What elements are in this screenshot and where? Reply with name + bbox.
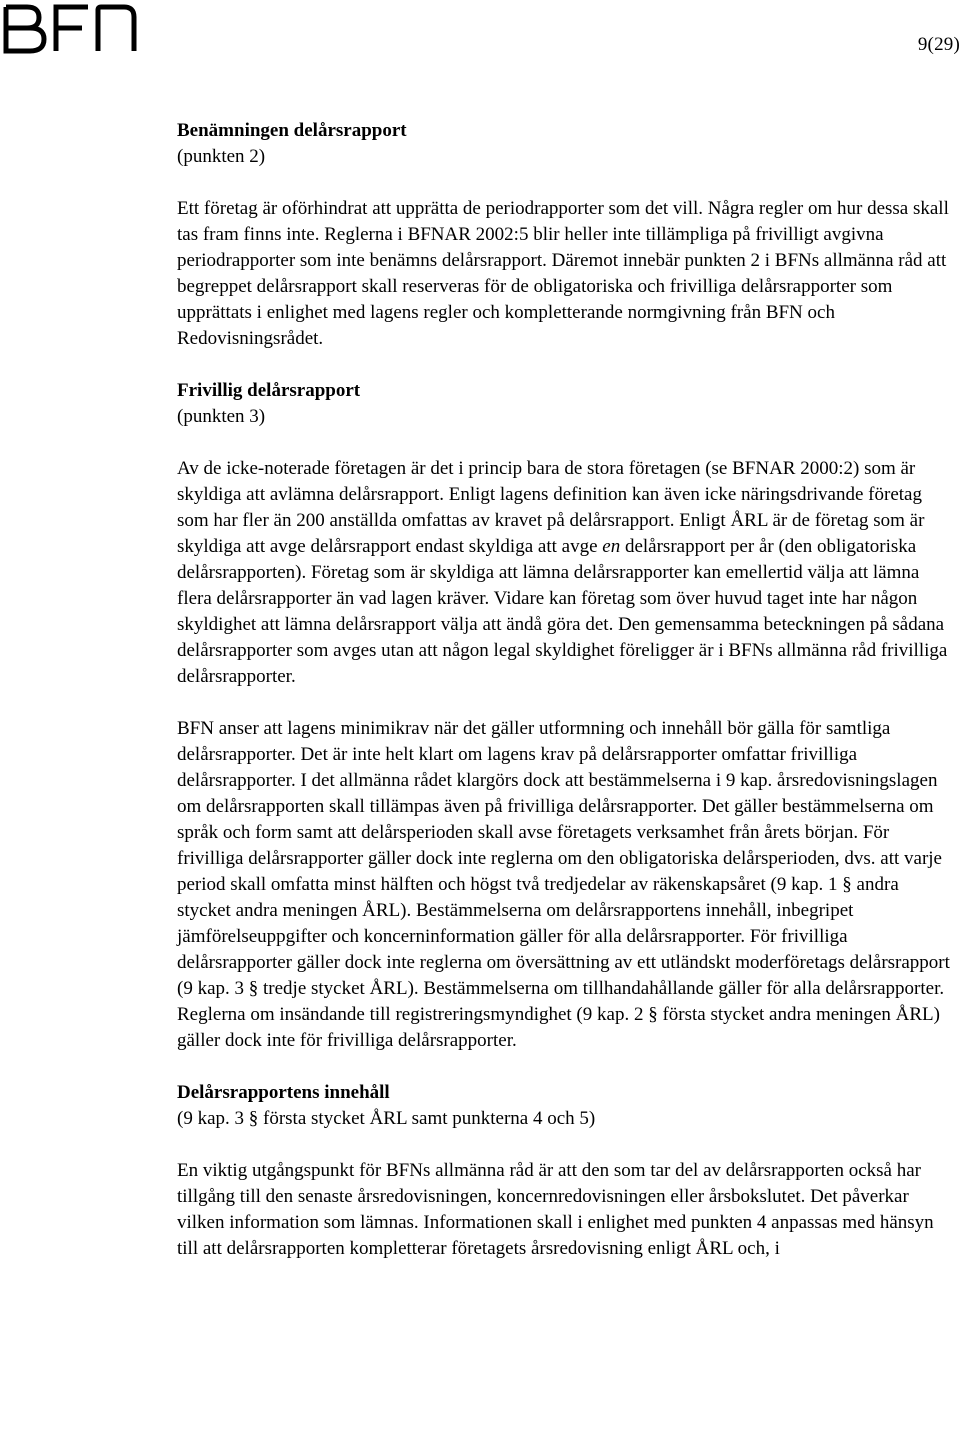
- section-heading-block: [177, 118, 957, 170]
- section-subheading: (punkten 2): [177, 146, 266, 167]
- emphasis-text: en: [602, 536, 621, 557]
- paragraph: Ett företag är oförhindrat att upprätta de periodrapporter som det vill. Några regler om hur dessa skall tas fram finns inte. Reglerna i BFNAR 2002:5 blir heller inte tillämpliga på frivilligt avgivna periodrapporter som inte benämns delårsrapport. Däremot innebär punkten 2 i BFNs allmänna råd att begreppet delårsrapport skall reserveras för de obligatoriska och frivilliga delårsrapporter som upprättats i enlighet med lagens regler och kompletterande normgivning från BFN och Redovisningsrådet.: [177, 198, 949, 349]
- section-heading-block: [177, 1080, 957, 1132]
- paragraph: BFN anser att lagens minimikrav när det gäller utformning och innehåll bör gälla för samtliga delårsrapporter. Det är inte helt klart om lagens krav på delårsrapporter omfattar frivilliga delårsrapporter. I det allmänna rådet klargörs dock att bestämmelserna i 9 kap. årsredovisningslagen om delårsrapporten skall tillämpas även på frivilliga delårsrapporter. Det gäller bestämmelserna om språk och form samt att delårsperioden skall avse företagets verksamhet från årets början. För frivilliga delårsrapporter gäller dock inte reglerna om den obligatoriska delårsperioden, dvs. att varje period skall omfatta minst hälften och högst två tredjedelar av räkenskapsåret (9 kap. 1 § andra stycket andra meningen ÅRL). Bestämmelserna om delårsrapportens innehåll, inbegripet jämförelseuppgifter och koncerninformation gäller för alla delårsrapporter. För frivilliga delårsrapporter gäller dock inte reglerna om översättning av ett utländskt moderföretags delårsrapport (9 kap. 3 § tredje stycket ÅRL). Bestämmelserna om tillhandahållande gäller för alla delårsrapporter. Reglerna om insändande till registreringsmyndighet (9 kap. 2 § första stycket andra meningen ÅRL) gäller dock inte för frivilliga delårsrapporter.: [177, 718, 950, 1051]
- page-number: 9(29): [917, 34, 960, 55]
- section-heading: Frivillig delårsrapport: [177, 380, 361, 401]
- section-subheading: (9 kap. 3 § första stycket ÅRL samt punkterna 4 och 5): [177, 1108, 596, 1129]
- section-heading: Delårsrapportens innehåll: [177, 1082, 390, 1103]
- section-subheading: (punkten 3): [177, 406, 266, 427]
- section-heading: Benämningen delårsrapport: [177, 120, 407, 141]
- bfn-logo: [2, 4, 138, 54]
- section-heading-block: [177, 378, 957, 430]
- paragraph: En viktig utgångspunkt för BFNs allmänna råd är att den som tar del av delårsrapporten också har tillgång till den senaste årsredovisningen, koncernredovisningen eller årsbokslutet. Det påverkar vilken information som lämnas. Informationen skall i enlighet med punkten 4 anpassas med hänsyn till att delårsrapporten kompletterar företagets årsredovisning enligt ÅRL och, i: [177, 1160, 934, 1259]
- document-body: [177, 118, 957, 1262]
- paragraph-text: Av de icke-noterade företagen är det i princip bara de stora företagen (se BFNAR 2000:2) som är skyldiga att avlämna delårsrapport. Enligt lagens definition kan även icke näringsdrivande företag som har fler än 200 anställda omfattas av kravet på delårsrapport. Enligt ÅRL är de företag som är skyldiga att avge delårsrapport endast skyldiga att avge: [177, 458, 925, 557]
- paragraph-text: delårsrapport per år (den obligatoriska delårsrapporten). Företag som är skyldiga att lämna delårsrapporter kan emellertid välja att lämna flera delårsrapporter än vad lagen kräver. Vidare kan företag som över huvud taget inte har någon skyldighet att lämna delårsrapport välja att ändå göra det. Den gemensamma beteckningen på sådana delårsrapporter som avges utan att någon legal skyldighet föreligger är i BFNs allmänna råd frivilliga delårsrapporter.: [177, 536, 948, 687]
- paragraph: [177, 456, 957, 690]
